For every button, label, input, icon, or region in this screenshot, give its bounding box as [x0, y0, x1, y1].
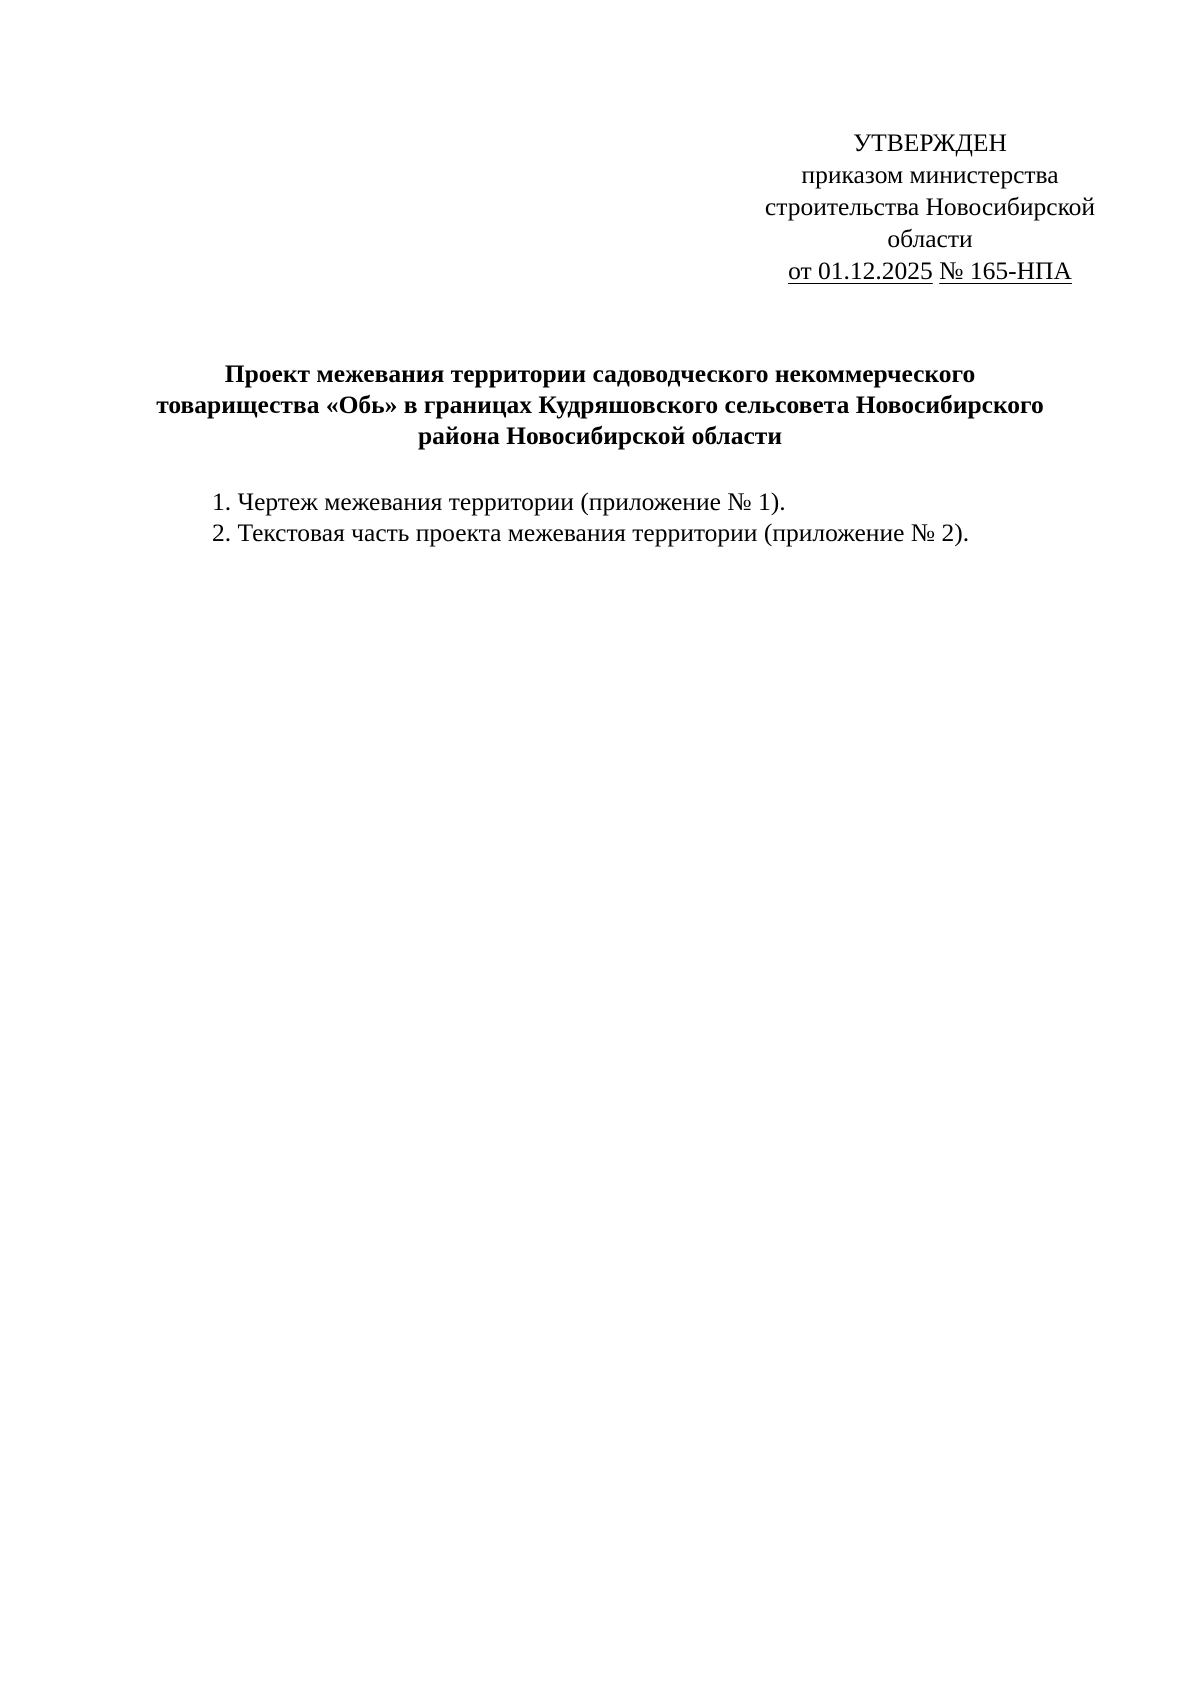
title-line-2: товарищества «Обь» в границах Кудряшовского сельсовета Новосибирского: [156, 390, 1044, 419]
approval-number: № 165-НПА: [939, 256, 1072, 285]
approval-date-number: [740, 255, 1120, 287]
approval-line-2: строительства Новосибирской: [764, 192, 1096, 221]
title-line-3: района Новосибирской области: [417, 421, 783, 450]
document-title: [110, 358, 1090, 451]
approval-stamp: [740, 127, 1120, 287]
approval-heading: УТВЕРЖДЕН: [853, 128, 1007, 157]
approval-date: от 01.12.2025: [788, 256, 933, 285]
approval-line-1: приказом министерства: [801, 160, 1059, 189]
list-item: 1. Чертеж межевания территории (приложение № 1).: [212, 487, 786, 516]
approval-line-3: области: [887, 224, 973, 253]
title-line-1: Проект межевания территории садоводческого некоммерческого: [224, 359, 976, 388]
list-item: 2. Текстовая часть проекта межевания территории (приложение № 2).: [212, 518, 970, 547]
contents-list: [212, 486, 1112, 548]
